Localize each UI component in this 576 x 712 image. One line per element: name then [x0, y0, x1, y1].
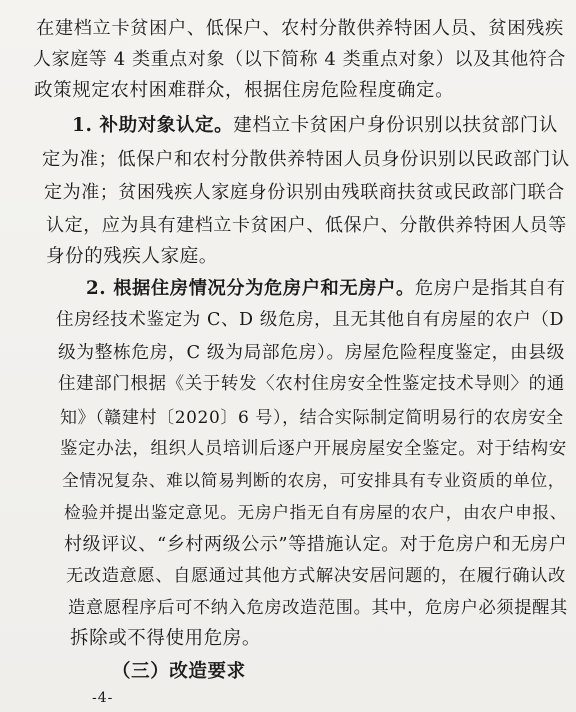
line-text: 政策规定农村困难群众，根据住房危险程度确定。	[34, 80, 455, 102]
line-text: 全情况复杂、难以简易判断的农房，可安排具有专业资质的单位，	[62, 470, 566, 491]
paragraph-line	[62, 468, 565, 492]
paragraph-line	[33, 48, 566, 72]
paragraph-line	[58, 341, 565, 365]
section-heading-line	[112, 660, 246, 684]
line-text: 人家庭等 4 类重点对象（以下简称 4 类重点对象）以及其他符合	[33, 48, 566, 70]
line-text: 住建部门根据《关于转发〈农村住房安全性鉴定技术导则〉的通	[58, 374, 565, 395]
paragraph-line	[46, 214, 567, 238]
line-text: 住房经技术鉴定为 C、D 级危房，且无其他自有房屋的农户（D	[56, 309, 565, 330]
line-text: 在建档立卡贫困户、低保户、农村分散供养特困人员、贫困残疾	[36, 17, 564, 39]
line-text: 村级评议、“乡村两级公示”等措施认定。对于危房户和无房户	[64, 533, 568, 555]
line-text: 建档立卡贫困户身份识别以扶贫部门认	[233, 115, 558, 137]
line-text: 危房户是指其自有	[414, 277, 566, 299]
line-text: 认定，应为具有建档立卡贫困户、低保户、分散供养特困人员等	[46, 214, 567, 236]
paragraph-line	[56, 308, 564, 332]
line-text: 级为整栋危房，C 级为局部危房）。房屋危险程度鉴定，由县级	[58, 343, 565, 364]
section-heading: （三）改造要求	[112, 661, 246, 682]
paragraph-line	[60, 406, 564, 430]
paragraph-line	[60, 437, 567, 461]
paragraph-line	[34, 79, 454, 103]
paragraph-line	[86, 277, 566, 301]
paragraph-line	[68, 596, 568, 620]
line-text: 鉴定办法，组织人员培训后逐户开展房屋安全鉴定。对于结构安	[60, 439, 567, 460]
paragraph-line	[36, 17, 564, 41]
section-heading: 2. 根据住房情况分为危房户和无房户。	[86, 277, 415, 299]
paragraph-line	[70, 627, 261, 651]
section-heading: 1. 补助对象认定。	[72, 115, 234, 137]
paragraph-line	[44, 181, 565, 205]
paragraph-line	[64, 500, 567, 524]
line-text: 拆除或不得使用危房。	[70, 627, 262, 649]
line-text: 身份的残疾人家庭。	[46, 246, 218, 268]
paragraph-line	[46, 245, 218, 269]
page-number: -4-	[92, 690, 114, 706]
line-text: 检验并提出鉴定意见。无房户指无自有房屋的农户，由农户申报、	[64, 501, 568, 522]
line-text: 知》（赣建村〔2020〕6 号），结合实际制定简明易行的农房安全	[60, 407, 564, 428]
paragraph-line	[58, 372, 565, 396]
line-text: 造意愿程序后可不纳入危房改造范围。其中，危房户必须提醒其	[68, 597, 568, 618]
paragraph-line	[66, 564, 566, 588]
line-text: 定为准；贫困残疾人家庭身份识别由残联商扶贫或民政部门联合	[44, 181, 565, 203]
line-text: 无改造意愿、自愿通过其他方式解决安居问题的，在履行确认改	[66, 566, 566, 587]
paragraph-line	[64, 533, 567, 557]
line-text: 定为准；低保户和农村分散供养特困人员身份识别以民政部门认	[42, 148, 570, 170]
paragraph-line	[72, 114, 558, 138]
paragraph-line	[42, 148, 570, 172]
